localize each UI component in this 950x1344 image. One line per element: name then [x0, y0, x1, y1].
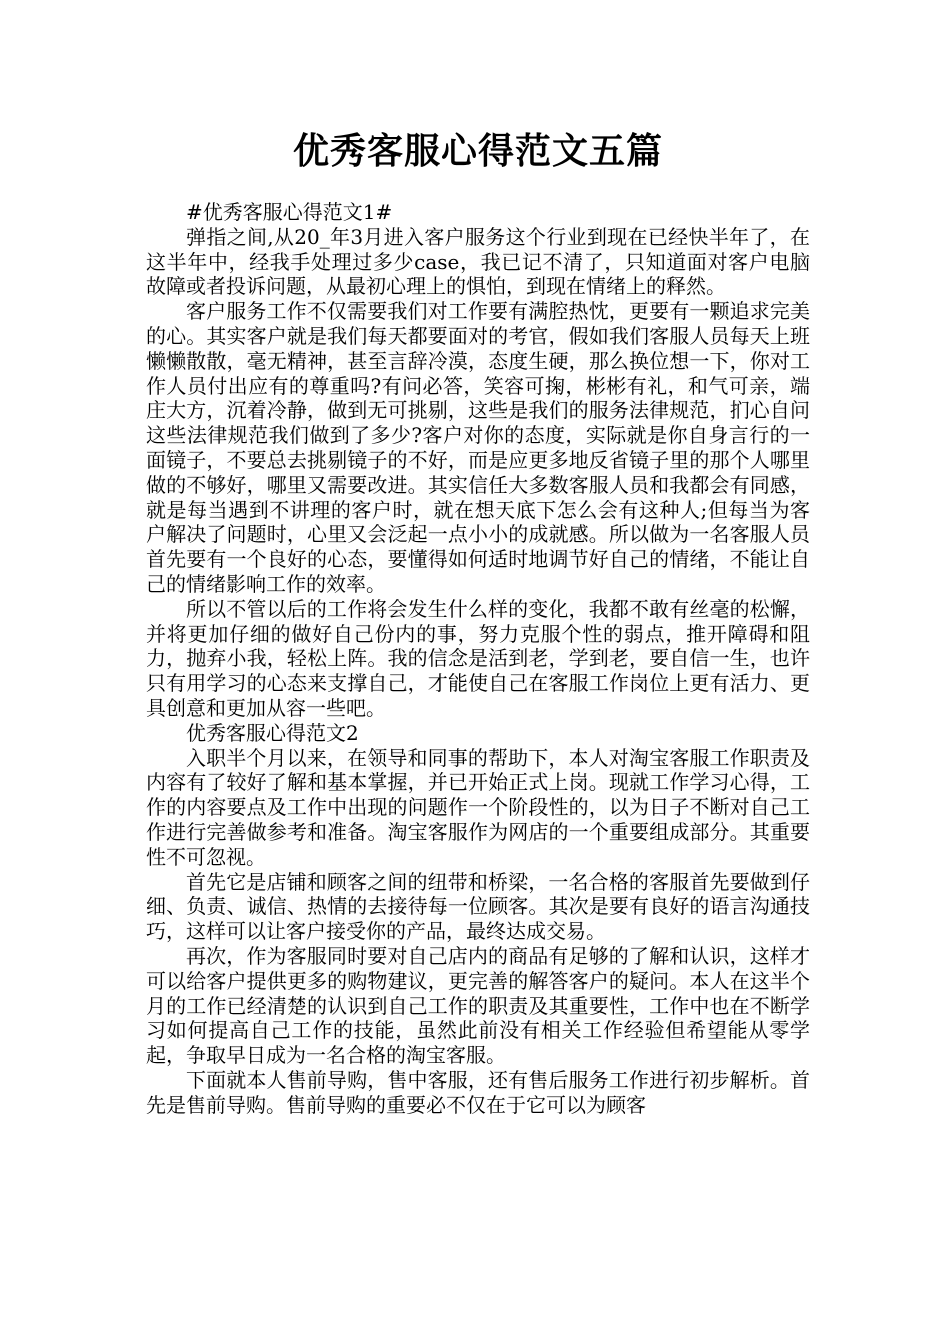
document-body [146, 200, 810, 1117]
paragraph-heading-2: 优秀客服心得范文2 [186, 720, 359, 745]
document-page [146, 126, 810, 1117]
paragraph: 所以不管以后的工作将会发生什么样的变化，我都不敢有丝毫的松懈，并将更加仔细的做好自己份内的事，努力克服个性的弱点，推开障碍和阻力，抛弃小我，轻松上阵。我的信念是活到老，学到老，要自信一生，也许只有用学习的心态来支撑自己，才能使自己在客服工作岗位上更有活力、更具创意和更加从容一些吧。 [146, 596, 810, 720]
paragraph: 再次，作为客服同时要对自己店内的商品有足够的了解和认识，这样才可以给客户提供更多的购物建议，更完善的解答客户的疑问。本人在这半个月的工作已经清楚的认识到自己工作的职责及其重要性，工作中也在不断学习如何提高自己工作的技能，虽然此前没有相关工作经验但希望能从零学起，争取早日成为一名合格的淘宝客服。 [146, 943, 810, 1068]
paragraph: 入职半个月以来，在领导和同事的帮助下，本人对淘宝客服工作职责及内容有了较好了解和基本掌握，并已开始正式上岗。现就工作学习心得，工作的内容要点及工作中出现的问题作一个阶段性的，以为日子不断对自己工作进行完善做参考和准备。淘宝客服作为网店的一个重要组成部分。其重要性不可忽视。 [146, 745, 810, 869]
paragraph: 下面就本人售前导购，售中客服，还有售后服务工作进行初步解析。首先是售前导购。售前导购的重要必不仅在于它可以为顾客 [146, 1067, 810, 1117]
paragraph: 客户服务工作不仅需要我们对工作要有满腔热忱，更要有一颗追求完美的心。其实客户就是我们每天都要面对的考官，假如我们客服人员每天上班懒懒散散，毫无精神，甚至言辞冷漠，态度生硬，那么换位想一下，你对工作人员付出应有的尊重吗?有问必答，笑容可掬，彬彬有礼，和气可亲，端庄大方，沉着冷静，做到无可挑剔，这些是我们的服务法律规范，扪心自问这些法律规范我们做到了多少?客户对你的态度，实际就是你自身言行的一面镜子，不要总去挑剔镜子的不好，而是应更多地反省镜子里的那个人哪里做的不够好，哪里又需要改进。其实信任大多数客服人员和我都会有同感，就是每当遇到不讲理的客户时，就在想天底下怎么会有这种人;但每当为客户解决了问题时，心里又会泛起一点小小的成就感。所以做为一名客服人员首先要有一个良好的心态，要懂得如何适时地调节好自己的情绪，不能让自己的情绪影响工作的效率。 [146, 299, 810, 596]
paragraph: 弹指之间,从20_年3月进入客户服务这个行业到现在已经快半年了，在这半年中，经我手处理过多少case，我已记不清了，只知道面对客户电脑故障或者投诉问题，从最初心理上的惧怕，到现在情绪上的释然。 [146, 224, 810, 299]
paragraph: 首先它是店铺和顾客之间的纽带和桥梁，一名合格的客服首先要做到仔细、负责、诚信、热情的去接待每一位顾客。其次是要有良好的语言沟通技巧，这样可以让客户接受你的产品，最终达成交易。 [146, 869, 810, 944]
paragraph-heading-1: #优秀客服心得范文1# [186, 200, 393, 224]
document-title: 优秀客服心得范文五篇 [292, 131, 663, 172]
